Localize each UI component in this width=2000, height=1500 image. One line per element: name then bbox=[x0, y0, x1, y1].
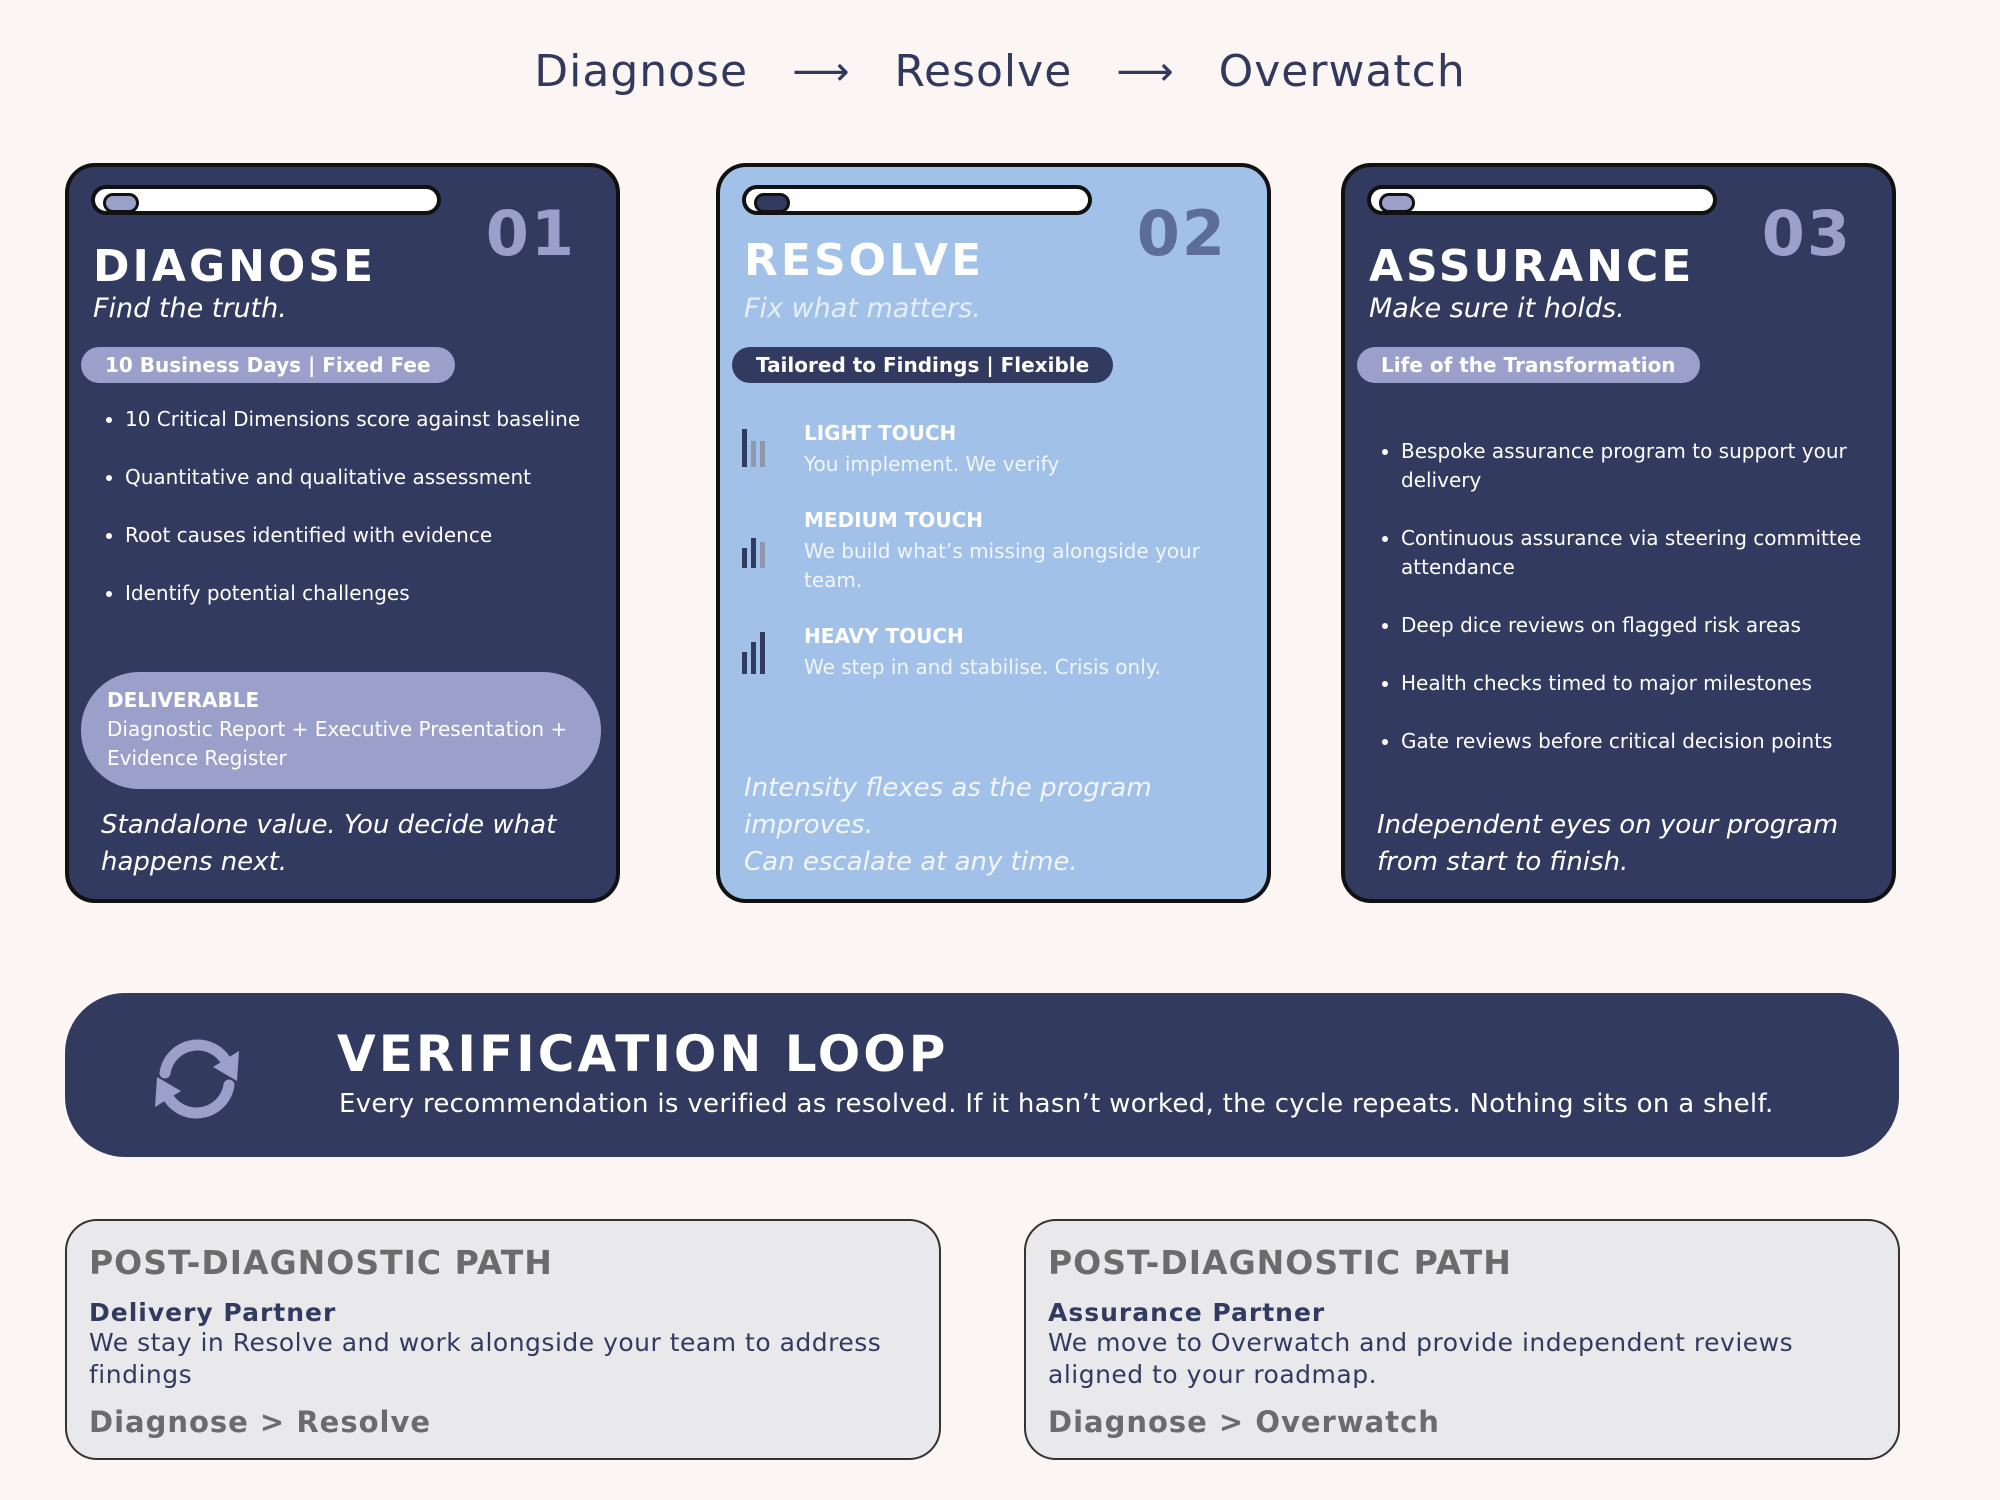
card-title: RESOLVE bbox=[744, 235, 985, 286]
intensity-low-icon bbox=[740, 425, 774, 469]
touch-label: HEAVY TOUCH bbox=[804, 624, 964, 648]
card-tag: Tailored to Findings | Flexible bbox=[732, 347, 1113, 383]
list-item: • Identify potential challenges bbox=[125, 579, 596, 608]
loop-title: VERIFICATION LOOP bbox=[337, 1025, 949, 1083]
process-header bbox=[0, 46, 2000, 97]
pill-indicator bbox=[754, 193, 790, 213]
progress-pill bbox=[1367, 185, 1717, 215]
card-footer bbox=[744, 770, 1237, 881]
intensity-medium-icon bbox=[740, 512, 774, 572]
card-title: ASSURANCE bbox=[1369, 241, 1695, 292]
path-description: We move to Overwatch and provide independent reviews aligned to your roadmap. bbox=[1048, 1328, 1794, 1389]
arrow-right-icon: ⟶ bbox=[792, 48, 851, 95]
list-item: • Quantitative and qualitative assessment bbox=[125, 463, 596, 492]
resolve-card bbox=[716, 163, 1271, 903]
touch-level-heavy bbox=[740, 624, 1247, 704]
list-item: • Deep dice reviews on flagged risk areas bbox=[1401, 611, 1872, 640]
list-item: • Health checks timed to major milestones bbox=[1401, 669, 1872, 698]
touch-desc: We step in and stabilise. Crisis only. bbox=[804, 655, 1162, 679]
card-footer-line: Can escalate at any time. bbox=[744, 847, 1078, 877]
card-number: 01 bbox=[485, 197, 576, 270]
card-tag: 10 Business Days | Fixed Fee bbox=[81, 347, 455, 383]
path-flow: Diagnose > Resolve bbox=[89, 1405, 432, 1439]
card-number: 02 bbox=[1136, 197, 1227, 270]
path-description: We stay in Resolve and work alongside your team to address findings bbox=[89, 1328, 882, 1389]
touch-label: LIGHT TOUCH bbox=[804, 421, 957, 445]
list-item: • Gate reviews before critical decision points bbox=[1401, 727, 1872, 756]
list-item: • Bespoke assurance program to support your delivery bbox=[1401, 437, 1872, 495]
deliverable-text: Diagnostic Report + Executive Presentation + Evidence Register bbox=[107, 717, 568, 770]
post-diagnostic-path-delivery bbox=[65, 1219, 941, 1460]
touch-desc: You implement. We verify bbox=[804, 452, 1060, 476]
touch-level-medium bbox=[740, 508, 1247, 592]
touch-desc: We build what’s missing alongside your team. bbox=[804, 539, 1200, 592]
deliverable-box bbox=[81, 672, 601, 789]
list-item: • 10 Critical Dimensions score against baseline bbox=[125, 405, 596, 434]
touch-level-light bbox=[740, 421, 1247, 501]
pill-indicator bbox=[103, 193, 139, 213]
card-subtitle: Make sure it holds. bbox=[1369, 293, 1625, 324]
header-step-overwatch: Overwatch bbox=[1218, 46, 1466, 97]
header-step-diagnose: Diagnose bbox=[534, 46, 749, 97]
card-number: 03 bbox=[1761, 197, 1852, 270]
card-subtitle: Find the truth. bbox=[93, 293, 287, 324]
card-footer-line: Intensity flexes as the program improves. bbox=[744, 773, 1152, 840]
verification-loop-banner bbox=[65, 993, 1899, 1157]
progress-pill bbox=[91, 185, 441, 215]
assurance-card bbox=[1341, 163, 1896, 903]
deliverable-label: DELIVERABLE bbox=[107, 688, 260, 712]
bullet-list bbox=[1377, 437, 1872, 785]
card-title: DIAGNOSE bbox=[93, 241, 377, 292]
path-role: Delivery Partner bbox=[89, 1298, 337, 1327]
path-heading: POST-DIAGNOSTIC PATH bbox=[1048, 1243, 1512, 1282]
path-role: Assurance Partner bbox=[1048, 1298, 1326, 1327]
arrow-right-icon: ⟶ bbox=[1116, 48, 1175, 95]
list-item: • Root causes identified with evidence bbox=[125, 521, 596, 550]
path-flow: Diagnose > Overwatch bbox=[1048, 1405, 1440, 1439]
header-step-resolve: Resolve bbox=[894, 46, 1073, 97]
card-footer: Standalone value. You decide what happens next. bbox=[101, 810, 557, 877]
loop-description: Every recommendation is verified as resolved. If it hasn’t worked, the cycle repeats. Nothing sits on a shelf. bbox=[339, 1089, 1774, 1119]
post-diagnostic-path-assurance bbox=[1024, 1219, 1900, 1460]
pill-indicator bbox=[1379, 193, 1415, 213]
card-subtitle: Fix what matters. bbox=[744, 293, 981, 324]
path-heading: POST-DIAGNOSTIC PATH bbox=[89, 1243, 553, 1282]
touch-label: MEDIUM TOUCH bbox=[804, 508, 984, 532]
list-item: • Continuous assurance via steering committee attendance bbox=[1401, 524, 1872, 582]
bullet-list bbox=[101, 405, 596, 637]
refresh-cycle-icon bbox=[147, 1029, 247, 1129]
card-tag: Life of the Transformation bbox=[1357, 347, 1700, 383]
card-footer: Independent eyes on your program from start to finish. bbox=[1377, 810, 1839, 877]
progress-pill bbox=[742, 185, 1092, 215]
diagnose-card bbox=[65, 163, 620, 903]
intensity-high-icon bbox=[740, 628, 774, 678]
